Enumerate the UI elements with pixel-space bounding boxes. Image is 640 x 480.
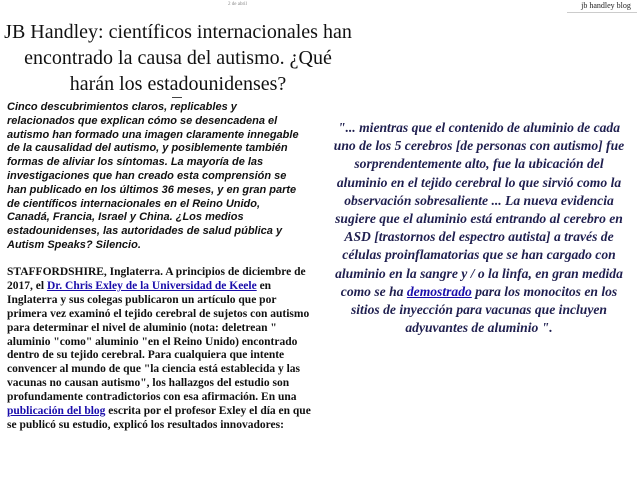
- article-title: JB Handley: científicos internacionales han encontrado la causa del autismo. ¿Qué harán los estadounidenses?: [4, 21, 352, 95]
- body-text-segment: Inglaterra. A principios de diciembre de 2017, el: [7, 266, 306, 292]
- exley-quote: [329, 119, 629, 337]
- title-divider: [172, 97, 182, 98]
- date-stamp: 2 de abril: [228, 2, 247, 7]
- demostrado-link[interactable]: demostrado: [406, 283, 472, 299]
- quote-text-segment: para los monocitos en los sitios de inyección para vacunas que incluyen adyuvantes de aluminio ".: [350, 283, 618, 336]
- body-text-segment: escrita por el profesor Exley el día en que se publicó su estudio, explicó los resultados innovadores:: [7, 405, 311, 431]
- article-subtitle: Cinco descubrimientos claros, replicables y relacionados que explican cómo se desencadena el autismo han formado una imagen claramente innegable de la causalidad del autismo, y posiblemente también formas de aliviar los síntomas. La mayoría de las investigaciones que han creado esta comprensión se han publicado en los últimos 36 meses, y en gran parte de científicos internacionales en el Reino Unido, Canadá, Francia, Israel y China. ¿Los medios estadounidenses, las autoridades de salud pública y Autism Speaks? Silencio.: [7, 101, 299, 251]
- body-dateline: STAFFORDSHIRE,: [7, 266, 107, 278]
- blog-name-link[interactable]: jb handley blog: [581, 1, 631, 10]
- exley-university-link[interactable]: Dr. Chris Exley de la Universidad de Keele: [46, 279, 257, 292]
- blog-post-link[interactable]: publicación del blog: [7, 405, 106, 418]
- body-text-segment: en Inglaterra y sus colegas publicaron un artículo que por primera vez examinó el tejido cerebral de sujetos con autismo para determinar el nivel de aluminio (nota: deletrean " aluminio "como" aluminio "en el Reino Unido) encontrado dentro de su tejido cerebral. Para cualquiera que intente convencer al mundo de que "la ciencia está establecida y las vacunas no causan autismo", los hallazgos del estudio son profundamente contradictorios con esa afirmación. En una: [7, 279, 310, 404]
- quote-text-segment: "... mientras que el contenido de aluminio de cada uno de los 5 cerebros [de personas con autismo] fue sorprendentemente alto, fue la ubicación del aluminio en el tejido cerebral lo que sirvió como la observación sobresaliente ... La nueva evidencia sugiere que el aluminio está entrando al cerebro en ASD [trastornos del espectro autista] a través de células proinflamatorias que se han cargado con aluminio en la sangre y / o la linfa, en gran medida como se ha: [333, 120, 625, 299]
- article-body: [7, 266, 311, 433]
- blog-name-divider: [567, 12, 637, 13]
